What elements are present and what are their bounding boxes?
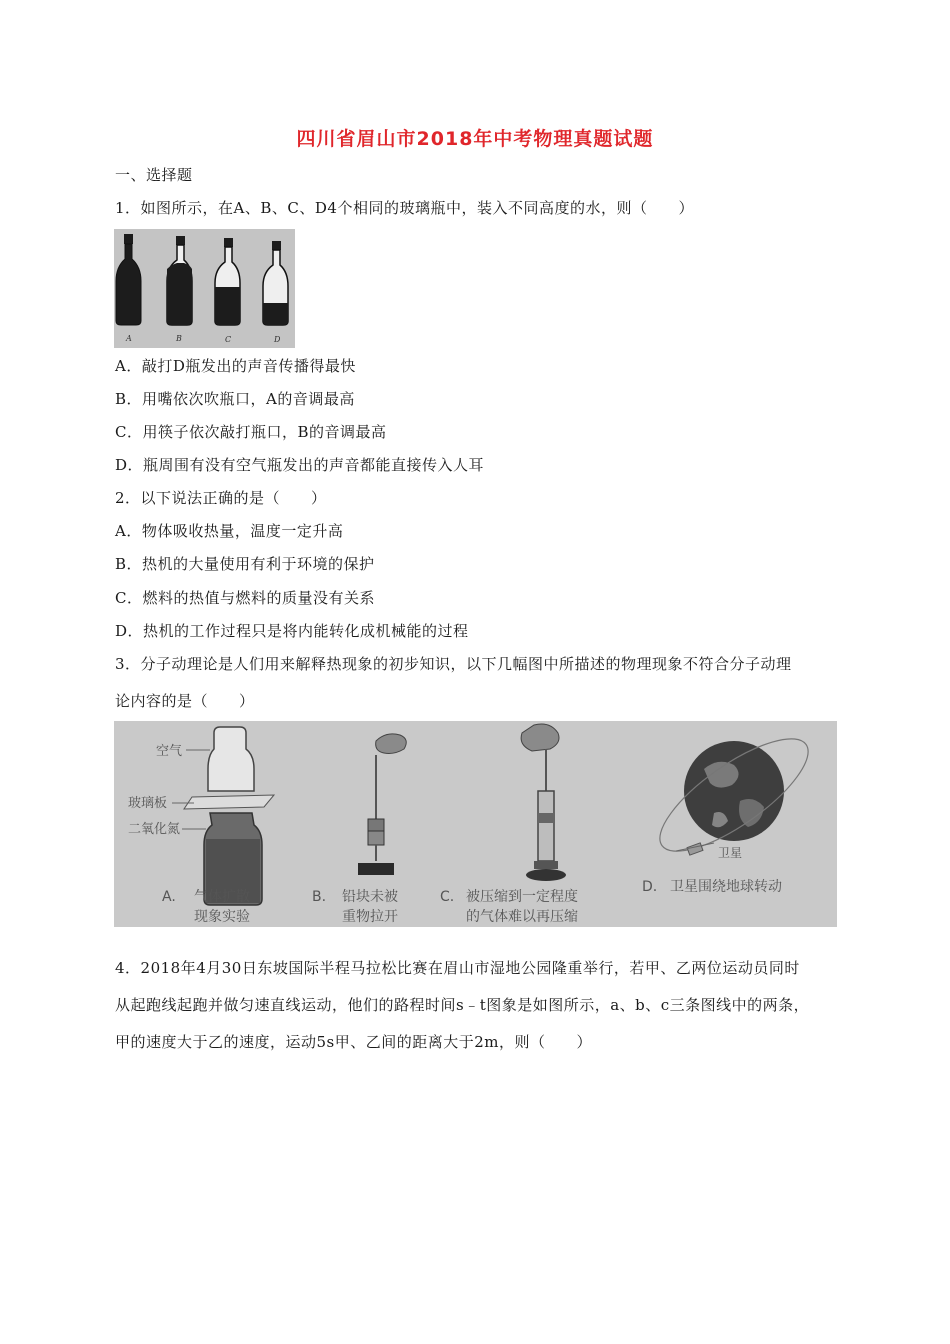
- label-air: 空气: [156, 744, 183, 759]
- bottle-label-c: C: [225, 335, 232, 344]
- bottle-label-a: A: [126, 334, 132, 343]
- caption-b-letter: B.: [312, 889, 327, 905]
- caption-d-letter: D.: [642, 879, 658, 895]
- question-1-option-c: C．用筷子依次敲打瓶口，B的音调最高: [115, 423, 387, 441]
- question-4-line-2: 从起跑线起跑并做匀速直线运动，他们的路程时间s﹣t图象是如图所示，a、b、c三条图线中的两条，: [115, 996, 810, 1014]
- caption-b-line-1: 铅块未被: [342, 889, 398, 905]
- caption-c-line-2: 的气体难以再压缩: [466, 909, 578, 925]
- label-satellite: 卫星: [718, 846, 743, 860]
- caption-a-line-2: 现象实验: [194, 909, 250, 925]
- caption-d-line-1: 卫星围绕地球转动: [670, 879, 782, 895]
- page-title: 四川省眉山市2018年中考物理真题试题: [296, 128, 654, 150]
- bottle-label-b: B: [176, 334, 182, 343]
- question-2-option-b: B．热机的大量使用有利于环境的保护: [115, 555, 375, 573]
- question-1-option-d: D．瓶周围有没有空气瓶发出的声音都能直接传入人耳: [115, 456, 485, 474]
- question-4-line-1: 4．2018年4月30日东坡国际半程马拉松比赛在眉山市湿地公园隆重举行，若甲、乙两位运动员同时: [115, 959, 800, 977]
- section-heading: 一、选择题: [115, 166, 193, 184]
- caption-a-line-1: 气体扩散: [194, 889, 250, 905]
- label-nitrogen-dioxide: 二氧化氮: [128, 822, 181, 837]
- question-2-stem: 2．以下说法正确的是（ ）: [115, 489, 327, 507]
- molecular-theory-figure: [114, 721, 837, 927]
- caption-c-letter: C.: [440, 889, 455, 905]
- bottle-label-d: D: [274, 335, 281, 344]
- question-2-option-a: A．物体吸收热量，温度一定升高: [115, 522, 344, 540]
- label-glass-plate: 玻璃板: [128, 796, 168, 811]
- caption-a-letter: A.: [162, 889, 176, 905]
- question-4-line-3: 甲的速度大于乙的速度，运动5s甲、乙间的距离大于2m，则（ ）: [115, 1033, 593, 1051]
- bottles-figure: [114, 229, 295, 348]
- question-1-option-a: A．敲打D瓶发出的声音传播得最快: [115, 357, 356, 375]
- question-2-option-d: D．热机的工作过程只是将内能转化成机械能的过程: [115, 622, 469, 640]
- question-3-stem-line-1: 3．分子动理论是人们用来解释热现象的初步知识，以下几幅图中所描述的物理现象不符合分子动理: [115, 655, 792, 673]
- caption-b-line-2: 重物拉开: [342, 909, 398, 925]
- question-2-option-c: C．燃料的热值与燃料的质量没有关系: [115, 589, 375, 607]
- question-3-stem-line-2: 论内容的是（ ）: [115, 692, 255, 710]
- question-1-option-b: B．用嘴依次吹瓶口，A的音调最高: [115, 390, 355, 408]
- question-1-stem: 1．如图所示，在A、B、C、D4个相同的玻璃瓶中，装入不同高度的水，则（ ）: [115, 199, 694, 217]
- caption-c-line-1: 被压缩到一定程度: [466, 889, 578, 905]
